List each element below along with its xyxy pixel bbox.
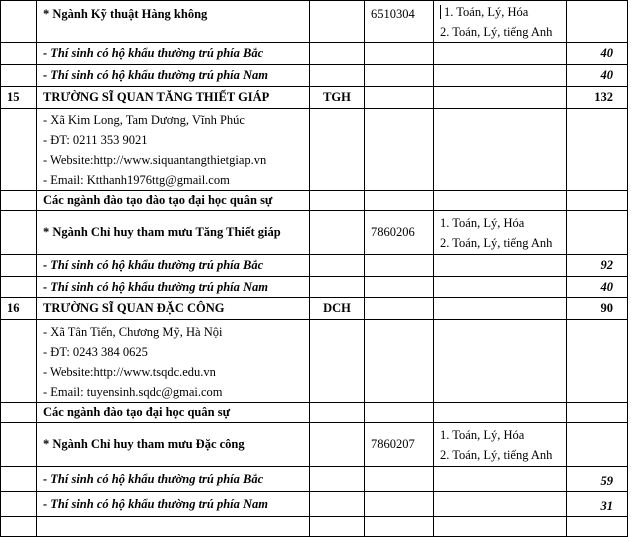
school-email: - Email: tuyensinh.sqdc@gmai.com — [43, 384, 223, 399]
major-code: 7860207 — [365, 423, 434, 467]
south-label: - Thí sinh có hộ khẩu thường trú phía Nam — [37, 492, 310, 517]
combo-1: 1. Toán, Lý, Hóa — [440, 215, 525, 230]
north-label: - Thí sinh có hộ khẩu thường trú phía Bắc — [37, 255, 310, 277]
table-row — [1, 423, 628, 467]
north-label: - Thí sinh có hộ khẩu thường trú phía Bắc — [37, 467, 310, 492]
north-quota: 59 — [567, 467, 628, 492]
table-row — [1, 1, 628, 43]
north-label: - Thí sinh có hộ khẩu thường trú phía Bắc — [37, 43, 310, 65]
south-quota: 40 — [567, 65, 628, 87]
north-quota: 40 — [567, 43, 628, 65]
subject-combos — [434, 423, 567, 467]
table-row — [1, 255, 628, 277]
combo-2: 2. Toán, Lý, tiếng Anh — [440, 24, 553, 39]
combo-2: 2. Toán, Lý, tiếng Anh — [440, 235, 553, 250]
school-website: - Website:http://www.tsqdc.edu.vn — [43, 364, 216, 379]
school-address: - Xã Kim Long, Tam Dương, Vĩnh Phúc — [43, 113, 245, 127]
school-name: TRƯỜNG SĨ QUAN ĐẶC CÔNG — [37, 298, 310, 320]
school-phone: - ĐT: 0243 384 0625 — [43, 344, 148, 359]
south-quota: 31 — [567, 492, 628, 517]
table-row — [1, 191, 628, 211]
school-email: - Email: Ktthanh1976ttg@gmail.com — [43, 173, 230, 187]
school-address: - Xã Tân Tiến, Chương Mỹ, Hà Nội — [43, 324, 223, 339]
table-row — [1, 65, 628, 87]
table-row — [1, 43, 628, 65]
south-label: - Thí sinh có hộ khẩu thường trú phía Nam — [37, 277, 310, 298]
south-quota: 40 — [567, 277, 628, 298]
major-group: Các ngành đào tạo đại học quân sự — [37, 403, 310, 423]
school-info — [37, 320, 310, 403]
major-name: * Ngành Kỹ thuật Hàng không — [37, 1, 310, 43]
school-stt: 16 — [1, 298, 37, 320]
school-code: DCH — [310, 298, 365, 320]
table-row — [1, 467, 628, 492]
school-stt: 15 — [1, 87, 37, 109]
school-quota: 90 — [567, 298, 628, 320]
combo-1: 1. Toán, Lý, Hóa — [440, 5, 528, 19]
table-row — [1, 298, 628, 320]
table-row — [1, 517, 628, 537]
major-name: * Ngành Chỉ huy tham mưu Đặc công — [37, 423, 310, 467]
school-code: TGH — [310, 87, 365, 109]
table-row — [1, 320, 628, 403]
north-quota: 92 — [567, 255, 628, 277]
major-group: Các ngành đào tạo đào tạo đại học quân sự — [37, 191, 310, 211]
school-info — [37, 109, 310, 191]
major-code: 7860206 — [365, 211, 434, 255]
table-row — [1, 277, 628, 298]
major-code: 6510304 — [365, 1, 434, 43]
combo-1: 1. Toán, Lý, Hóa — [440, 427, 525, 442]
table-row — [1, 492, 628, 517]
school-website: - Website:http://www.siquantangthietgiap.vn — [43, 153, 267, 167]
major-name: * Ngành Chỉ huy tham mưu Tăng Thiết giáp — [37, 211, 310, 255]
subject-combos — [434, 211, 567, 255]
school-phone: - ĐT: 0211 353 9021 — [43, 133, 148, 147]
school-name: TRƯỜNG SĨ QUAN TĂNG THIẾT GIÁP — [37, 87, 310, 109]
table-row — [1, 87, 628, 109]
table-row — [1, 403, 628, 423]
table-row — [1, 211, 628, 255]
combo-2: 2. Toán, Lý, tiếng Anh — [440, 447, 553, 462]
school-quota: 132 — [567, 87, 628, 109]
subject-combos — [434, 1, 567, 43]
table-row — [1, 109, 628, 191]
south-label: - Thí sinh có hộ khẩu thường trú phía Nam — [37, 65, 310, 87]
